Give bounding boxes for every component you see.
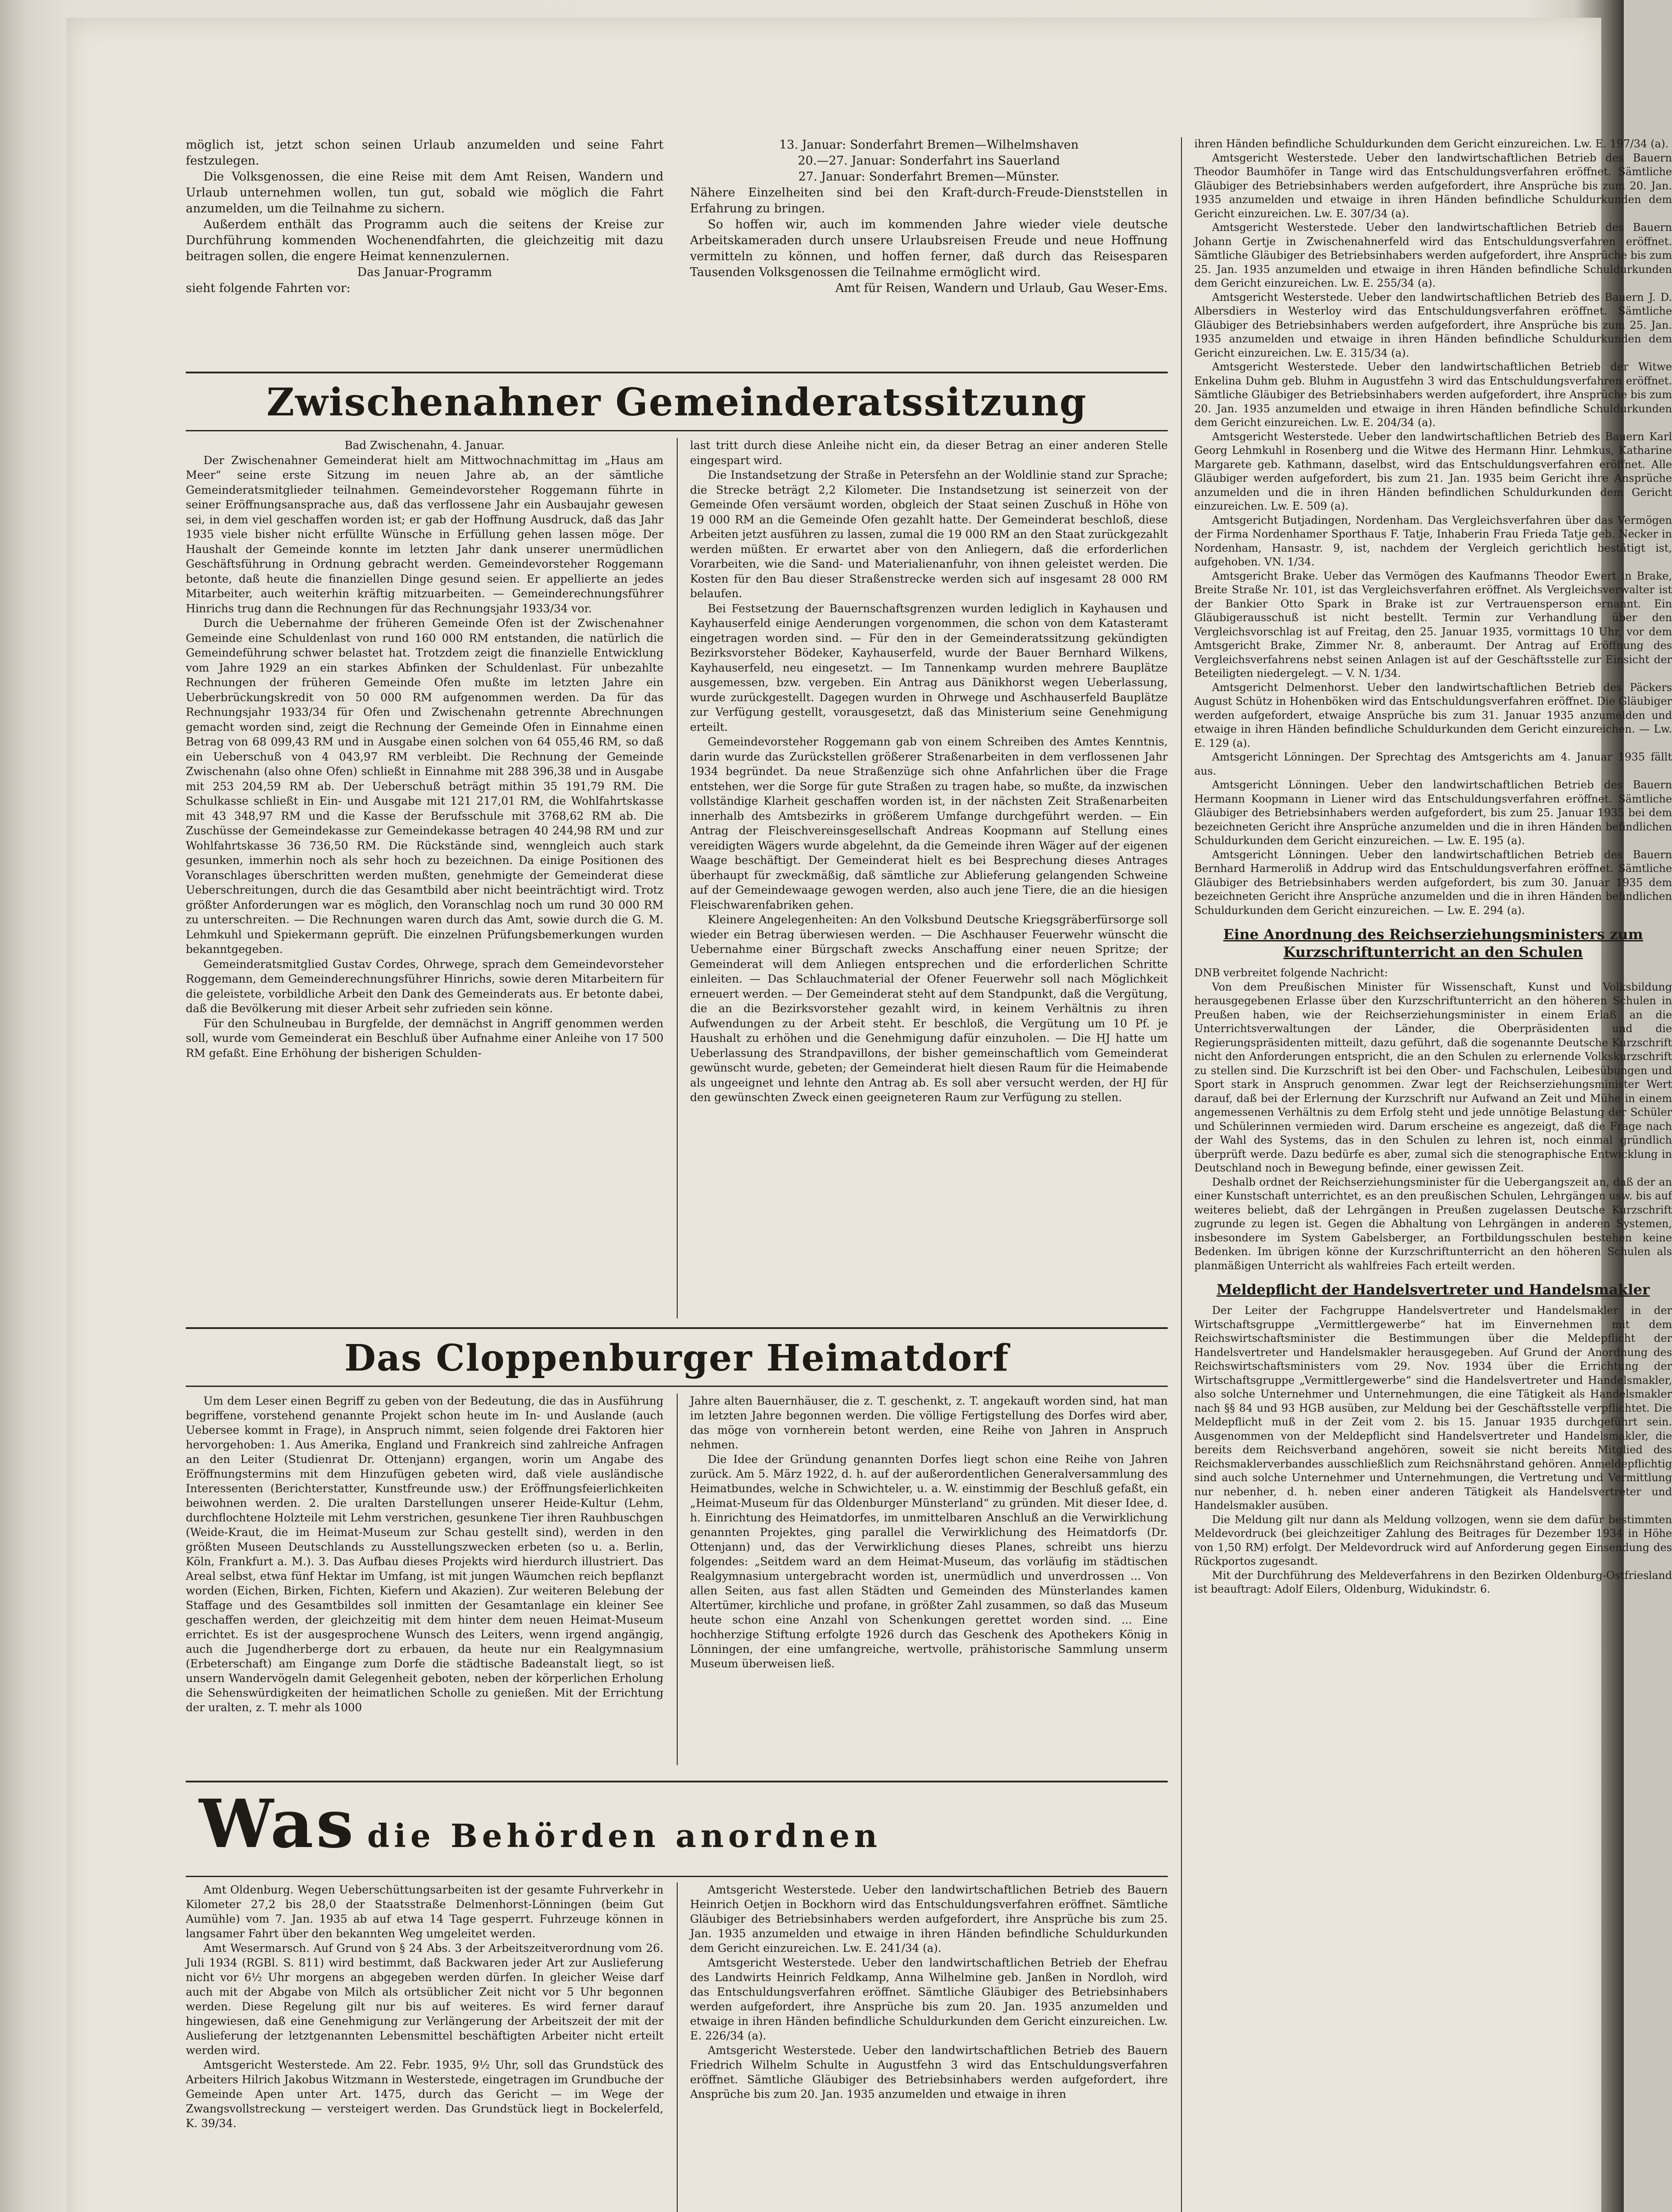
notice: Amtsgericht Brake. Ueber das Vermögen des Kaufmanns Theodor Ewert in Brake, Breite Straße Nr. 101, ist das Vergleichsverfahren eröffnet. Als Vergleichsverwalter ist der Bankier Otto Spark in Brake ist zur Vertrauensperson ernannt. Ein Gläubigerausschuß ist nicht bestellt. Termin zur Verhandlung über den Vergleichsvorschlag ist auf Freitag, den 25. Januar 1935, vormittags 10 Uhr, vor dem Amtsgericht Brake, Zimmer Nr. 8, anberaumt. Der Antrag auf Eröffnung des Vergleichsverfahrens nebst seinen Anlagen ist auf der Geschäftsstelle zur Einsicht der Beteiligten niedergelegt. — V. N. 1/34.	[1194, 569, 1672, 680]
notice: Amtsgericht Westerstede. Ueber den landwirtschaftlichen Betrieb des Bauern Heinrich Oetjen in Bockhorn wird das Entschuldungsverfahren eröffnet. Sämtliche Gläubiger des Betriebsinhabers werden aufgefordert, ihre Ansprüche bis zum 25. Jan. 1935 anzumelden und etwaige in ihren Händen befindliche Schuldurkunden dem Gericht einzureichen. Lw. E. 241/34 (a).	[690, 1883, 1168, 1955]
paragraph: Mit der Durchführung des Meldeverfahrens in den Bezirken Oldenburg-Ostfriesland ist beauftragt: Adolf Eilers, Oldenburg, Widukindstr. 6.	[1194, 1569, 1672, 1595]
notice: Amtsgericht Westerstede. Am 22. Febr. 1935, 9½ Uhr, soll das Grundstück des Arbeiters Hilrich Jakobus Witzmann in Westerstede, eingetragen im Grundbuche der Gemeinde Apen unter Art. 1475, durch das Gericht — im Wege der Zwangsvollstreckung — versteigert werden. Das Grundstück liegt in Bockelerfeld, K. 39/34.	[186, 2058, 663, 2130]
paragraph: Durch die Uebernahme der früheren Gemeinde Ofen ist der Zwischenahner Gemeinde eine Schuldenlast von rund 160 000 RM entstanden, die natürlich die Gemeindeführung schwer belastet hat. Trotzdem zeigt die finanzielle Entwicklung vom Jahre 1929 an ein starkes Abfinken der Schuldenlast. Für unbezahlte Rechnungen der früheren Gemeinde Ofen mußte im letzten Jahre ein Ueberbrückungskredit von 50 000 RM aufgenommen werden. Da für das Rechnungsjahr 1933/34 für Ofen und Zwischenahn getrennte Abrechnungen gemacht worden sind, zeigt die Rechnung der Gemeinde Ofen in Einnahme einen Betrag von 68 099,43 RM und in Ausgabe einen solchen von 64 055,46 RM, so daß ein Ueberschuß von 4 043,97 RM verbleibt. Die Rechnung der Gemeinde Zwischenahn (also ohne Ofen) schließt in Einnahme mit 288 396,38 und in Ausgabe mit 253 204,59 RM ab. Der Ueberschuß beträgt mithin 35 191,79 RM. Die Schulkasse schließt in Ein- und Ausgabe mit 121 217,01 RM, die Wohlfahrtskasse mit 43 348,97 RM und die Kasse der Berufsschule mit 3768,62 RM ab. Die Zuschüsse der Gemeindekasse zur Gemeindekasse betragen 40 244,98 RM und zur Wohlfahrtskasse 36 736,50 RM. Die Rückstände sind, wenngleich auch stark gesunken, immerhin noch als sehr hoch zu bezeichnen. Da einige Positionen des Voranschlages überschritten werden mußten, genehmigte der Gemeinderat diese Ueberschreitungen, durch die das Gesamtbild aber nicht beeinträchtigt wird. Trotz größter Anforderungen war es möglich, den Voranschlag noch um rund 30 000 RM zu unterschreiten. — Die Rechnungen waren durch das Amt, sowie durch die G. M. Lehmkuhl und Spiekermann geprüft. Die einzelnen Prüfungsbemerkungen wurden bekanntgegeben.	[186, 617, 663, 956]
paragraph: Von dem Preußischen Minister für Wissenschaft, Kunst und Volksbildung herausgegebenen Erlasse über den Kurzschriftunterricht an den höheren Schulen in Preußen haben, wie der Reichserziehungsminister in einem Erlaß an die Unterrichtsverwaltungen der Länder, die Oberpräsidenten und die Regierungspräsidenten mitteilt, dazu geführt, daß die sogenannte Deutsche Kurzschrift nicht den Anforderungen entspricht, die an den Schulen zu erlernende Volkskurzschrift zu stellen sind. Die Kurzschrift ist bei den Ober- und Fachschulen, Leibesübungen und Sport stark in Anspruch genommen. Zwar legt der Reichserziehungsminister Wert darauf, daß bei der Erlernung der Kurzschrift nur Aufwand an Zeit und Mühe in einem angemessenen Verhältnis zu dem Erfolg steht und jede unnötige Belastung der Schüler und Schülerinnen vermieden wird. Darum erscheine es angezeigt, daß die Frage nach der Wahl des Systems, das in den Schulen zu lehren ist, noch einmal gründlich überprüft werde. Dazu bedürfe es aber, zumal sich die stenographische Entwicklung in Deutschland noch in Bewegung befinde, einer gewissen Zeit.	[1194, 980, 1672, 1174]
paragraph: sieht folgende Fahrten vor:	[186, 281, 351, 295]
paragraph: DNB verbreitet folgende Nachricht:	[1194, 967, 1388, 979]
top-mid-column	[690, 137, 1168, 296]
headline-zwischenahn: Zwischenahner Gemeinderatssitzung	[266, 380, 1087, 425]
paragraph: möglich ist, jetzt schon seinen Urlaub anzumelden und seine Fahrt festzulegen.	[186, 138, 663, 168]
trip-item: 13. Januar: Sonderfahrt Bremen—Wilhelmshaven	[779, 138, 1079, 152]
notice: Amt Wesermarsch. Auf Grund von § 24 Abs. 3 der Arbeitszeitverordnung vom 26. Juli 1934 (RGBl. S. 811) wird bestimmt, daß Backwaren jeder Art zur Auslieferung nicht vor 6½ Uhr morgens an abgegeben werden dürfen. In gleicher Weise darf auch mit der Abgabe von Milch als ortsüblicher Zeit nicht vor 5 Uhr begonnen werden. Diese Regelung gilt nur bis auf weiteres. Es wird ferner darauf hingewiesen, daß eine Genehmigung zur Verlängerung der Arbeitszeit der mit der Auslieferung der letztgenannten Lebensmittel beschäftigten Arbeiter nicht erteilt werden wird.	[186, 1942, 663, 2057]
paragraph: Bei Festsetzung der Bauernschaftsgrenzen wurden lediglich in Kayhausen und Kayhauserfeld einige Aenderungen vorgenommen, die schon von dem Katasteramt eingetragen worden sind. — Für den in der Gemeinderatssitzung gekündigten Bezirksvorsteher Bödeker, Kayhauserfeld, wurde der Bauer Bernhard Wilkens, Kayhauserfeld, neu eingesetzt. — Im Tannenkamp wurden mehrere Bauplätze ausgemessen, bzw. vergeben. Ein Antrag aus Dänikhorst wegen Ueberlassung, wurde zurückgestellt. Dagegen wurden in Ohrwege und Aschhauserfeld Bauplätze zur Verfügung gestellt, vorausgesetzt, daß das Ministerium seine Genehmigung erteilt.	[690, 602, 1168, 733]
notice: Amtsgericht Westerstede. Ueber den landwirtschaftlichen Betrieb des Bauern Johann Gertje in Zwischenahnerfeld wird das Entschuldungsverfahren eröffnet. Sämtliche Gläubiger des Betriebsinhabers werden aufgefordert, ihre Ansprüche bis zum 25. Jan. 1935 anzumelden und etwaige in ihren Händen befindliche Schuldurkunden dem Gericht einzureichen. Lw. E. 255/34 (a).	[1194, 221, 1672, 289]
paragraph: Um dem Leser einen Begriff zu geben von der Bedeutung, die das in Ausführung begriffene, vorstehend genannte Projekt schon heute im In- und Auslande (auch Uebersee kommt in Frage), in Anspruch nimmt, seien folgende drei Faktoren hier hervorgehoben: 1. Aus Amerika, England und Frankreich sind zahlreiche Anfragen an den Leiter (Studienrat Dr. Ottenjann) ergangen, worin um Angabe des Eröffnungstermins mit dem Hinzufügen gebeten wird, daß viele ausländische Interessenten (Berichterstatter, Kunstfreunde usw.) der Eröffnungsfeierlichkeiten beiwohnen werden. 2. Die uralten Darstellungen unserer Heide-Kultur (Lehm, durchflochtene Holzteile mit Lehm verstrichen, gesunkene Tier ihren Rauhbuschgen (Weide-Kraut, die im Heimat-Museum zur Schau gestellt sind), werden in den größten Museen Deutschlands zu Ausstellungszwecken erbeten (so u. a. Berlin, Köln, Frankfurt a. M.). 3. Das Aufbau dieses Projekts wird hierdurch illustriert. Das Areal selbst, etwa fünf Hektar im Umfang, ist mit jungen Wäumchen reich bepflanzt worden (Eichen, Birken, Fichten, Kiefern und Akazien). Zur weiteren Belebung der Staffage und des Gesamtbildes soll inmitten der Gesamtanlage ein kleiner See geschaffen werden, der gleichzeitig mit dem hinter dem neuen Heimat-Museum errichtet. Es ist der ausgesprochene Wunsch des Leiters, wenn irgend angängig, auch die Jugendherberge dort zu erbauen, da heute nur ein Realgymnasium (Erbeterschaft) am Eingange zum Dorfe die städtische Badeanstalt liegt, so ist unsern Wandervögeln damit Gelegenheit geboten, neben der körperlichen Erholung die Sehenswürdigkeiten der heimatlichen Scholle zu genießen. Mit der Errichtung der uralten, z. T. mehr als 1000	[186, 1394, 663, 1714]
paragraph: So hoffen wir, auch im kommenden Jahre wieder viele deutsche Arbeitskameraden durch unsere Urlaubsreisen Freude und neue Hoffnung vermitteln zu können, und hoffen ferner, daß durch das Reisesparen Tausenden Volksgenossen die Teilnahme ermöglicht wird.	[690, 218, 1168, 279]
notice: Amtsgericht Westerstede. Ueber den landwirtschaftlichen Betrieb der Witwe Enkelina Duhm geb. Bluhm in Augustfehn 3 wird das Entschuldungsverfahren eröffnet. Sämtliche Gläubiger des Betriebsinhabers werden aufgefordert, ihre Ansprüche bis zum 20. Jan. 1935 anzumelden und etwaige in ihren Händen befindliche Schuldurkunden dem Gericht einzureichen. Lw. E. 204/34 (a).	[1194, 361, 1672, 429]
headline-cloppenburg: Das Cloppenburger Heimatdorf	[344, 1337, 1009, 1379]
paragraph: Gemeinderatsmitglied Gustav Cordes, Ohrwege, sprach dem Gemeindevorsteher Roggemann, dem Gemeinderechnungsführer Hinrichs, sowie deren Mitarbeitern für die geleistete, vorbildliche Arbeit den Dank des Gemeinderats aus. Er betonte dabei, daß die Bevölkerung mit dieser Arbeit sehr zufrieden sein könne.	[186, 957, 663, 1015]
program-title: Das Januar-Programm	[357, 265, 492, 279]
paragraph: Der Zwischenahner Gemeinderat hielt am Mittwochnachmittag im „Haus am Meer“ seine erste Sitzung im neuen Jahre ab, an der sämtliche Gemeinderatsmitglieder teilnahmen. Gemeindevorsteher Roggemann führte in seiner Eröffnungsansprache aus, daß das verflossene Jahr ein Ausbaujahr gewesen sei, in dem viel geschaffen worden ist; er gab der Hoffnung Ausdruck, daß das Jahr 1935 viele bisher nicht erfüllte Wünsche in Erfüllung gehen lassen möge. Der Haushalt der Gemeinde konnte im letzten Jahr dank unserer unermüdlichen Geschäftsführung in Ordnung gebracht werden. Gemeindevorsteher Roggemann betonte, daß heute die finanziellen Dinge gesund seien. Er appellierte an jedes Mitarbeiter, auch weiterhin kräftig mitzuarbeiten. — Gemeinderechnungsführer Hinrichs trug dann die Rechnungen für das Rechnungsjahr 1933/34 vor.	[186, 453, 663, 615]
top-left-column	[186, 137, 663, 296]
headline-anordnung: Eine Anordnung des Reichserziehungsministers zum Kurzschriftunterricht an den Schulen	[1223, 926, 1643, 960]
notice: Amtsgericht Westerstede. Ueber den landwirtschaftlichen Betrieb des Bauern Friedrich Wilhelm Schulte in Augustfehn 3 wird das Entschuldungsverfahren eröffnet. Sämtliche Gläubiger des Betriebsinhabers werden aufgefordert, ihre Ansprüche bis zum 20. Jan. 1935 anzumelden und etwaige in ihren	[690, 2044, 1168, 2101]
notice: Amtsgericht Delmenhorst. Ueber den landwirtschaftlichen Betrieb des Päckers August Schütz in Hohenböken wird das Entschuldungsverfahren eröffnet. Die Gläubiger werden aufgefordert, etwaige Ansprüche bis zum 31. Januar 1935 anzumelden und etwaige in ihren Händen befindliche Schuldurkunden dem Gericht einzureichen. — Lw. E. 129 (a).	[1194, 681, 1672, 749]
notice: Amtsgericht Butjadingen, Nordenham. Das Vergleichsverfahren über das Vermögen der Firma Nordenhamer Sporthaus F. Tatje, Inhaberin Frau Frieda Tatje geb. Necker in Nordenham, Hansastr. 9, ist, nachdem der Vergleich gerichtlich bestätigt ist, aufgehoben. VN. 1/34.	[1194, 514, 1672, 568]
column-rule	[677, 1394, 678, 1765]
separator-rule	[186, 1327, 1168, 1329]
separator-rule	[186, 1876, 1168, 1877]
headline-meldepflicht: Meldepflicht der Handelsvertreter und Handelsmakler	[1216, 1281, 1650, 1298]
headline-rest: die Behörden anordnen	[367, 1817, 882, 1855]
newspaper-page	[66, 18, 1672, 2212]
headline-was: Was	[199, 1785, 357, 1863]
notice: ihren Händen befindliche Schuldurkunden dem Gericht einzureichen. Lw. E. 197/34 (a).	[1194, 138, 1669, 150]
column-rule	[677, 1882, 678, 2212]
notice: Amtsgericht Westerstede. Ueber den landwirtschaftlichen Betrieb der Ehefrau des Landwirts Heinrich Feldkamp, Anna Wilhelmine geb. Janßen in Nordloh, wird das Entschuldungsverfahren eröffnet. Sämtliche Gläubiger des Betriebsinhabers werden aufgefordert, ihre Ansprüche bis zum 20. Jan. 1935 anzumelden und etwaige in ihren Händen befindliche Schuldurkunden dem Gericht einzureichen. Lw. E. 226/34 (a).	[690, 1956, 1168, 2042]
paragraph: Jahre alten Bauernhäuser, die z. T. geschenkt, z. T. angekauft worden sind, hat man im letzten Jahre begonnen werden. Die völlige Fertigstellung des Dorfes wird aber, das möge von vornherein betont werden, eine Reihe von Jahren in Anspruch nehmen.	[690, 1394, 1168, 1451]
cloppenburg-col-2	[690, 1394, 1168, 1671]
paragraph: last tritt durch diese Anleihe nicht ein, da dieser Betrag an einer anderen Stelle eingespart wird.	[690, 439, 1168, 467]
notice: Amtsgericht Westerstede. Ueber den landwirtschaftlichen Betrieb des Bauern Theodor Baumhöfer in Tange wird das Entschuldungsverfahren eröffnet. Sämtliche Gläubiger des Betriebsinhabers werden aufgefordert, ihre Ansprüche bis zum 20. Jan. 1935 anzumelden und etwaige in ihren Händen befindliche Schuldurkunden dem Gericht einzureichen. Lw. E. 307/34 (a).	[1194, 151, 1672, 220]
paragraph: Die Instandsetzung der Straße in Petersfehn an der Woldlinie stand zur Sprache; die Strecke beträgt 2,2 Kilometer. Die Instandsetzung ist seinerzeit von der Gemeinde Ofen versäumt worden, obgleich der Staat seinen Zuschuß in Höhe von 19 000 RM an die Gemeinde Ofen gezahlt hatte. Der Gemeinderat beschloß, diese Arbeiten jetzt ausführen zu lassen, zumal die 19 000 RM an den Staat zurückgezahlt werden müßten. Er erwartet aber von den Anliegern, daß die erforderlichen Vorarbeiten, wie die Sand- und Materialienanfuhr, von ihnen geleistet werden. Die Kosten für den Bau dieser Straßenstrecke werden sich auf insgesamt 28 000 RM belaufen.	[690, 469, 1168, 600]
notice: Amt Oldenburg. Wegen Ueberschüttungsarbeiten ist der gesamte Fuhrverkehr in Kilometer 27,2 bis 28,0 der Staatsstraße Delmenhorst-Lönningen (beim Gut Aumühle) vom 7. Jan. 1935 ab auf etwa 14 Tage gesperrt. Fuhrzeuge können in langsamer Fahrt über den bekannten Weg umgeleitet werden.	[186, 1883, 663, 1940]
notice: Amtsgericht Lönningen. Ueber den landwirtschaftlichen Betrieb des Bauern Bernhard Harmeroliß in Addrup wird das Entschuldungsverfahren eröffnet. Sämtliche Gläubiger des Betriebsinhabers werden aufgefordert, bis zum 30. Januar 1935 dem bezeichneten Gericht ihre Ansprüche anzumelden und die in ihren Händen befindlichen Schuldurkunden dem Gericht einzureichen. — Lw. E. 294 (a).	[1194, 848, 1672, 917]
zwischenahn-col-2	[690, 438, 1168, 1105]
trip-item: 27. Januar: Sonderfahrt Bremen—Münster.	[798, 170, 1060, 184]
notice: Amtsgericht Lönningen. Der Sprechtag des Amtsgerichts am 4. Januar 1935 fällt aus.	[1194, 751, 1672, 777]
paragraph: Für den Schulneubau in Burgfelde, der demnächst in Angriff genommen werden soll, wurde vom Gemeinderat ein Beschluß über Aufnahme einer Anleihe von 17 500 RM gefaßt. Eine Erhöhung der bisherigen Schulden-	[186, 1017, 663, 1060]
column-rule	[677, 438, 678, 1318]
separator-rule	[186, 1781, 1168, 1782]
notice: Amtsgericht Lönningen. Ueber den landwirtschaftlichen Betrieb des Bauern Hermann Koopmann in Liener wird das Entschuldungsverfahren eröffnet. Sämtliche Gläubiger des Betriebsinhabers werden aufgefordert, bis zum 25. Januar 1935 bei dem bezeichneten Gericht ihre Ansprüche anzumelden und die in ihren Händen befindlichen Schuldurkunden dem Gericht einzureichen. — Lw. E. 195 (a).	[1194, 779, 1672, 847]
paragraph: Die Volksgenossen, die eine Reise mit dem Amt Reisen, Wandern und Urlaub unternehmen wollen, tun gut, sobald wie möglich die Fahrt anzumelden, um die Teilnahme zu sichern.	[186, 170, 663, 215]
notice: Amtsgericht Westerstede. Ueber den landwirtschaftlichen Betrieb des Bauern Karl Georg Lehmkuhl in Rosenberg und die Witwe des Hermann Hinr. Lehmkus, Katharine Margarete geb. Kathmann, daselbst, wird das Entschuldungsverfahren eröffnet. Alle Gläubiger werden aufgefordert, bis zum 21. Jan. 1935 beim Gericht ihre Ansprüche anzumelden und die in ihren Händen befindlichen Schuldurkunden dem Gericht einzureichen. Lw. E. 509 (a).	[1194, 430, 1672, 512]
zwischenahn-col-1	[186, 438, 663, 1060]
paragraph: Kleinere Angelegenheiten: An den Volksbund Deutsche Kriegsgräberfürsorge soll wieder ein Betrag überwiesen werden. — Die Aschhauser Feuerwehr wünscht die Uebernahme einer Bürgschaft zwecks Anschaffung einer neuen Spritze; der Gemeinderat will dem Anliegen entsprechen und die erforderlichen Schritte einleiten. — Das Schlauchmaterial der Ofener Feuerwehr soll nach Möglichkeit erneuert werden. — Der Gemeinderat steht auf dem Standpunkt, daß die Vergütung, die an die Bezirksvorsteher gezahlt wird, in keinem Verhältnis zu ihren Aufwendungen zu der Arbeit steht. Er beschloß, die Vergütung um 10 Pf. je Haushalt zu erhöhen und die Genehmigung dafür einzuholen. — Die HJ hatte um Ueberlassung des Strandpavillons, der bisher gemeinschaftlich vom Gemeinderat gewünscht wurde, gebeten; der Gemeinderat hielt diesen Raum für die Heimabende als ungeeignet und lehnte den Antrag ab. Es soll aber versucht werden, der HJ für den gewünschten Zweck einen geeigneteren Raum zur Verfügung zu stellen.	[690, 913, 1168, 1104]
paragraph: Außerdem enthält das Programm auch die seitens der Kreise zur Durchführung kommenden Wochenendfahrten, die gleichzeitig mit dazu beitragen sollen, die engere Heimat kennenzulernen.	[186, 218, 663, 263]
cloppenburg-col-1	[186, 1394, 663, 1715]
paragraph: Die Meldung gilt nur dann als Meldung vollzogen, wenn sie dem dafür bestimmten Meldevordruck (bei gleichzeitiger Zahlung des Beitrages für Dezember 1934 in Höhe von 1,50 RM) erfolgt. Der Meldevordruck wird auf Anforderung gegen Einsendung des Rückportos zugesandt.	[1194, 1513, 1672, 1567]
trip-item: 20.—27. Januar: Sonderfahrt ins Sauerland	[798, 154, 1060, 168]
headline-behoerden	[199, 1785, 1168, 1874]
right-column	[1194, 137, 1672, 1597]
paragraph: Gemeindevorsteher Roggemann gab von einem Schreiben des Amtes Kenntnis, darin wurde das Zurückstellen größerer Straßenarbeiten in dem verflossenen Jahr 1934 begründet. Da neue Straßenzüge sich ohne Anfahrlichen über die Frage entstehen, wer die Sorge für gute Straßen zu tragen habe, so mußte, da inzwischen vollständige Klarheit geschaffen worden ist, in der nächsten Zeit Straßenarbeiten innerhalb des Amtsbezirks in größerem Umfange durchgeführt werden. — Ein Antrag der Fleischvereinsgesellschaft Andreas Koopmann auf Stellung eines vereidigten Wägers wurde abgelehnt, da die Gemeinde ihren Wäger auf der eigenen Waage beschäftigt. Der Gemeinderat hielt es bei Besprechung dieses Antrages überhaupt für zweckmäßig, daß sämtliche zur Ablieferung gelangenden Schweine auf der Gemeindewaage gewogen werden, also auch jene Tiere, die an die hiesigen Fleischwarenfabriken gehen.	[690, 735, 1168, 911]
paragraph: Die Idee der Gründung genannten Dorfes liegt schon eine Reihe von Jahren zurück. Am 5. März 1922, d. h. auf der außerordentlichen Generalversammlung des Heimatbundes, welche in Schwichteler, u. a. W. einstimmig der Beschluß gefaßt, ein „Heimat-Museum für das Oldenburger Münsterland“ zu gründen. Mit dieser Idee, d. h. Einrichtung des Heimatdorfes, im unmittelbaren Anschluß an die Verwirklichung genannten Projektes, ging parallel die Verwirklichung des Heimatdorfs (Dr. Ottenjann) und, das der Verwirklichung dieses Planes, schreibt uns hierzu folgendes: „Seitdem ward an dem Heimat-Museum, das vorläufig im städtischen Realgymnasium untergebracht worden ist, unermüdlich und unverdrossen ... Von allen Seiten, aus fast allen Städten und Gemeinden des Münsterlandes kamen Altertümer, kirchliche und profane, in größter Zahl zusammen, so daß das Museum heute schon eine Anzahl von Schenkungen gerettet worden sind. ... Eine hochherzige Stiftung erfolgte 1926 durch das Geschenk des Apothekers König in Lönningen, der eine umfangreiche, wertvolle, prähistorische Sammlung unserm Museum überweisen ließ.	[690, 1453, 1168, 1670]
dateline: Bad Zwischenahn, 4. Januar.	[345, 439, 505, 452]
behoerden-col-2	[690, 1882, 1168, 2101]
separator-rule	[186, 430, 1168, 431]
notice: Amtsgericht Westerstede. Ueber den landwirtschaftlichen Betrieb des Bauern J. D. Albersdiers in Westerloy wird das Entschuldungsverfahren eröffnet. Sämtliche Gläubiger des Betriebsinhabers werden aufgefordert, ihre Ansprüche bis zum 25. Jan. 1935 anzumelden und etwaige in ihren Händen befindliche Schuldurkunden dem Gericht einzureichen. Lw. E. 315/34 (a).	[1194, 291, 1672, 359]
separator-rule	[186, 1386, 1168, 1387]
paragraph: Der Leiter der Fachgruppe Handelsvertreter und Handelsmakler in der Wirtschaftsgruppe „Vermittlergewerbe“ hat im Einvernehmen mit dem Reichswirtschaftsminister die Bestimmungen über die Meldepflicht der Handelsvertreter und Handelsmakler herausgegeben. Auf Grund der Anordnung des Reichswirtschaftsministers vom 29. Nov. 1934 über die Errichtung der Wirtschaftsgruppe „Vermittlergewerbe“ sind die Handelsvertreter und Handelsmakler, also solche Unternehmer und Unternehmungen, die eine Tätigkeit als Handelsmakler nach §§ 84 und 93 HGB ausüben, zur Meldung bei der Geschäftsstelle verpflichtet. Die Meldepflicht muß in der Zeit vom 2. bis 15. Januar 1935 durchgeführt sein. Ausgenommen von der Meldepflicht sind Handelsvertreter und Handelsmakler, die bereits dem Reichsverband angehören, soweit sie nicht bereits Mitglied des Reichsmaklerverbandes ausschließlich zum Reichsnährstand gehören. Anmeldepflichtig sind auch solche Unternehmer und Unternehmungen, die Vertretung und Vermittlung nur nebenher, d. h. neben einer anderen Tätigkeit als Handelsvertreter und Handelsmakler ausüben.	[1194, 1304, 1672, 1512]
behoerden-col-1	[186, 1882, 663, 2131]
column-rule	[1181, 137, 1182, 2212]
paragraph: Nähere Einzelheiten sind bei den Kraft-durch-Freude-Dienststellen in Erfahrung zu bringen.	[690, 186, 1168, 215]
separator-rule	[186, 372, 1168, 373]
paragraph: Deshalb ordnet der Reichserziehungsminister für die Uebergangszeit an, daß der an einer Kunstschaft unterrichtet, es an den preußischen Schulen, Lehrgängen usw. bis auf weiteres beliebt, daß der Lehrgängen in Preußen zugelassen Deutsche Kurzschrift zugrunde zu legen ist. Gegen die Abhaltung von Lehrgängen in anderen Systemen, insbesondere im System Gabelsberger, an Fortbildungsschulen bestehen keine Bedenken. Im übrigen könne der Kurzschriftunterricht an den höheren Schulen als planmäßigen Unterricht als wahlfreies Fach erteilt werden.	[1194, 1175, 1672, 1272]
signature: Amt für Reisen, Wandern und Urlaub, Gau Weser-Ems.	[835, 281, 1168, 295]
